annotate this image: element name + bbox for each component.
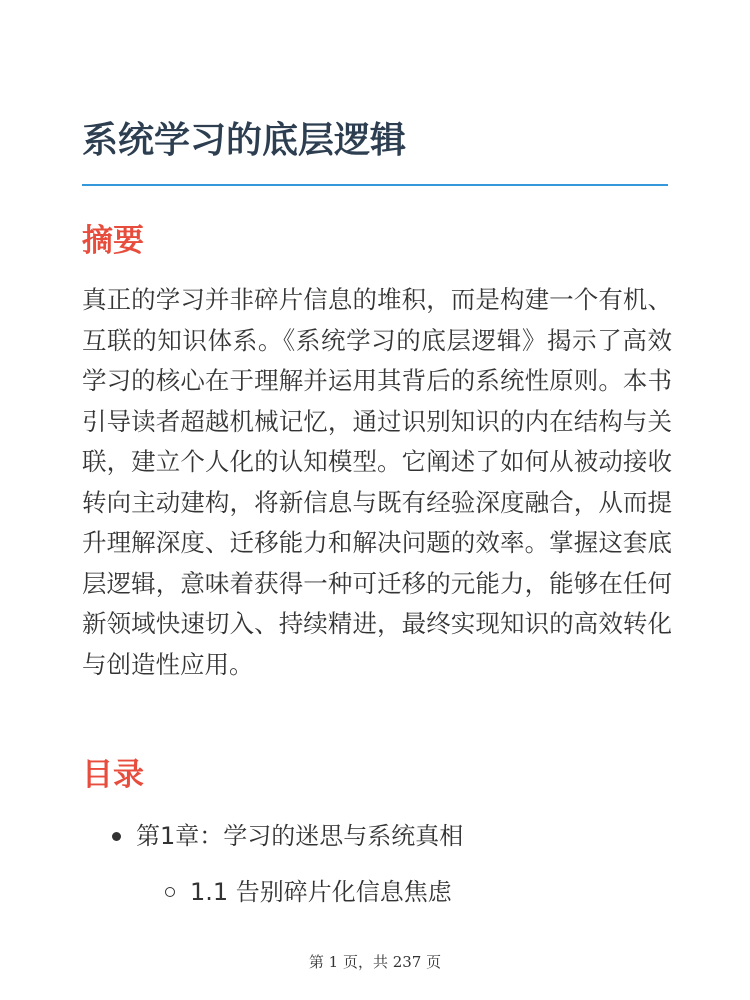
- toc-subitem-label: 1.1 告别碎片化信息焦虑: [190, 878, 452, 906]
- toc-subitem-1-1[interactable]: [163, 872, 452, 912]
- bullet-disc-icon: [112, 832, 121, 841]
- abstract-heading: 摘要: [82, 223, 144, 259]
- toc-heading: 目录: [82, 757, 144, 793]
- toc-list: [110, 816, 464, 906]
- toc-sublist: [163, 872, 452, 912]
- abstract-text: 真正的学习并非碎片信息的堆积，而是构建一个有机、互联的知识体系。《系统学习的底层逻辑》揭示了高效学习的核心在于理解并运用其背后的系统性原则。本书引导读者超越机械记忆，通过识别知识的内在结构与关联，建立个人化的认知模型。它阐述了如何从被动接收转向主动建构，将新信息与既有经验深度融合，从而提升理解深度、迁移能力和解决问题的效率。掌握这套底层逻辑，意味着获得一种可迁移的元能力，能够在任何新领域快速切入、持续精进，最终实现知识的高效转化与创造性应用。: [82, 285, 672, 679]
- toc-item-label: 第1章：学习的迷思与系统真相: [136, 822, 464, 850]
- page-number-footer: 第 1 页，共 237 页: [308, 953, 442, 971]
- document-title: 系统学习的底层逻辑: [82, 120, 407, 161]
- title-divider: [82, 184, 668, 186]
- toc-item-chapter-1[interactable]: [110, 816, 464, 906]
- bullet-circle-icon: [165, 887, 175, 897]
